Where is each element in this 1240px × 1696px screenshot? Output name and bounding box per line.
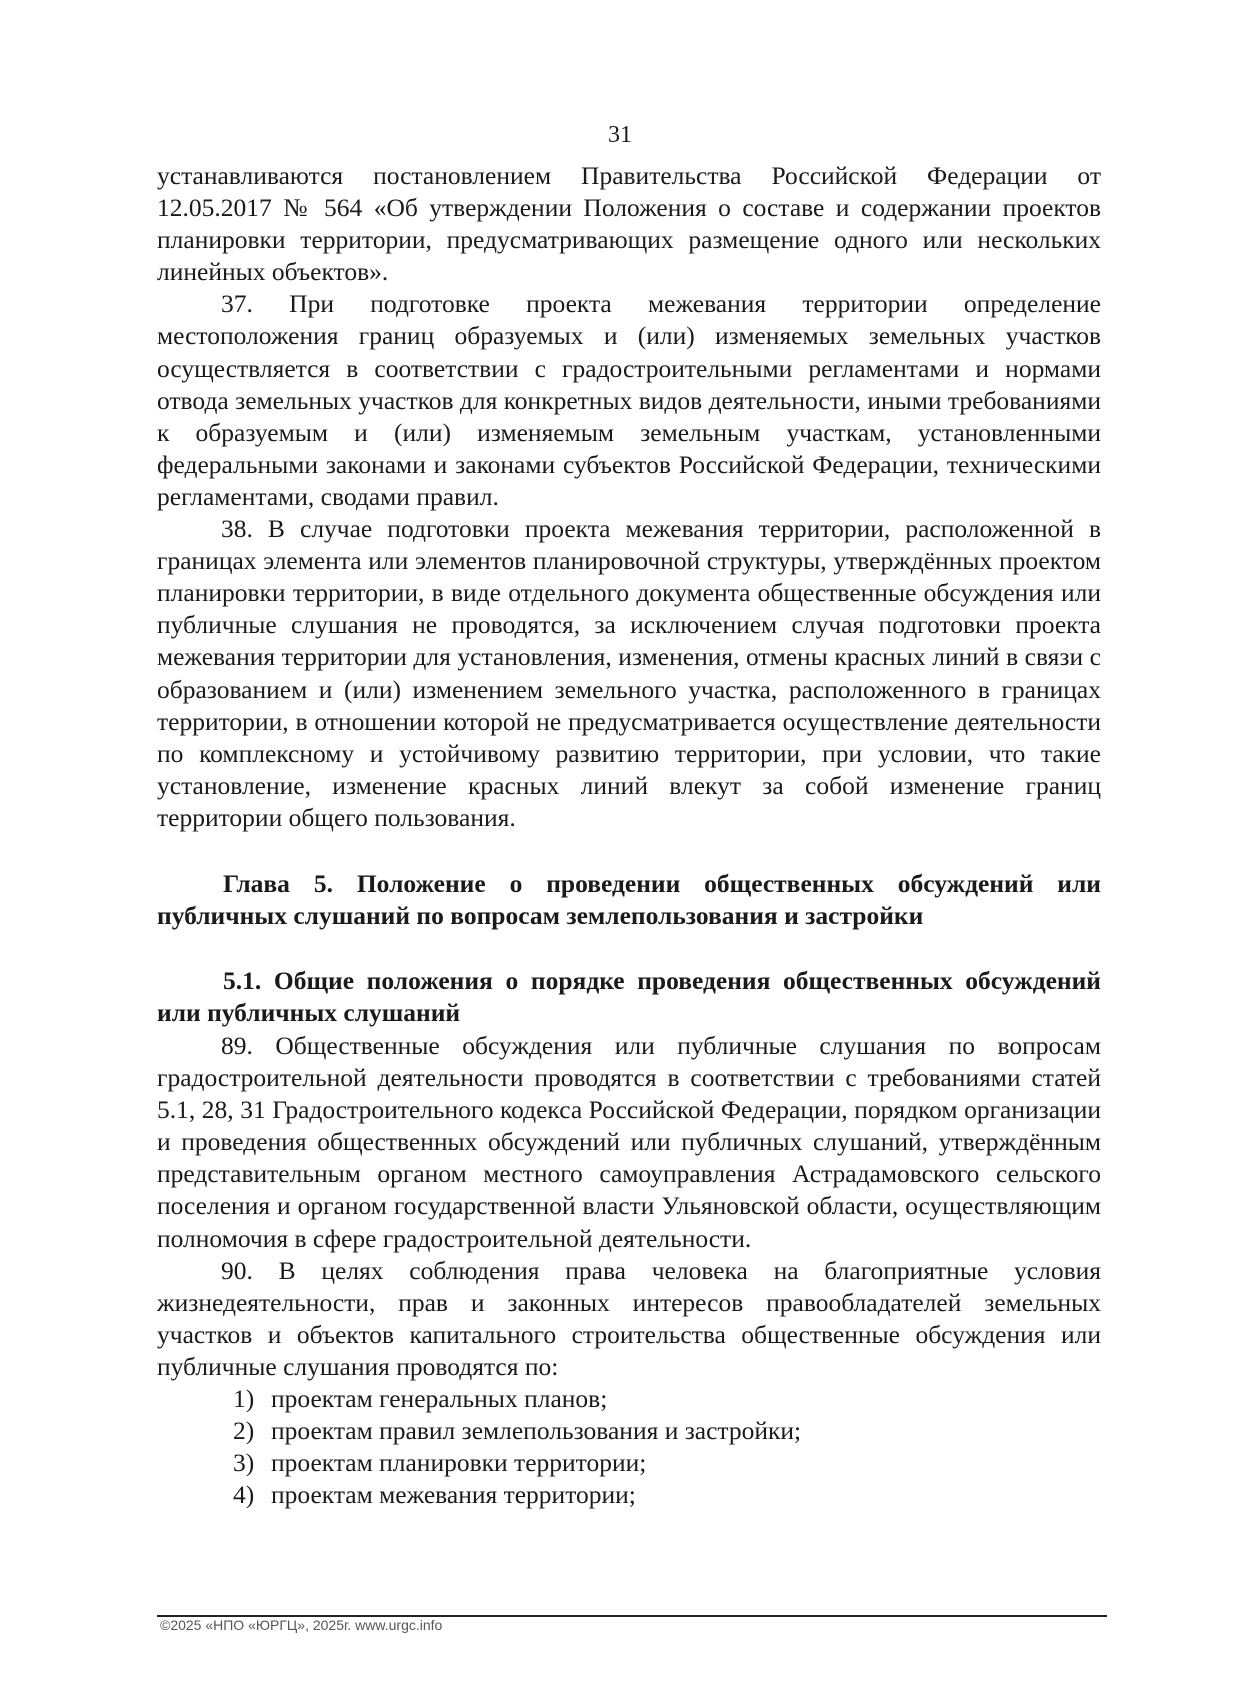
hearing-subjects-list: [157, 1383, 1101, 1511]
list-item-number: 1): [233, 1384, 255, 1413]
list-item-text: проектам генеральных планов;: [271, 1384, 608, 1413]
list-item-text: проектам планировки территории;: [271, 1448, 647, 1478]
list-item: [157, 1415, 1101, 1447]
list-item-number: 2): [233, 1416, 255, 1446]
paragraph-90: 90. В целях соблюдения права человека на благоприятные условия жизнедеятельности, прав и законных интересов правообладателей земельных участков и объектов капитального строительства общественные обсуждения или публичные слушания проводятся по:: [157, 1255, 1101, 1381]
list-item: [157, 1447, 1101, 1479]
list-item-number: 3): [233, 1448, 255, 1478]
footer-text: ©2025 «НПО «ЮРГЦ», 2025г. www.urgc.info: [160, 1617, 443, 1633]
paragraph-38: 38. В случае подготовки проекта межевания территории, расположенной в границах элемента или элементов планировочной структуры, утверждённых проектом планировки территории, в виде отдельного документа общественные обсуждения или публичные слушания не проводятся, за исключением случая подготовки проекта межевания территории для установления, изменения, отмены красных линий в связи с образованием и (или) изменением земельного участка, расположенного в границах территории, в отношении которой не предусматривается осуществление деятельности по комплексному и устойчивому развитию территории, при условии, что такие установление, изменение красных линий влекут за собой изменение границ территории общего пользования.: [157, 514, 1101, 832]
paragraph-89: 89. Общественные обсуждения или публичные слушания по вопросам градостроительной деятельности проводятся в соответствии с требованиями статей 5.1, 28, 31 Градостроительного кодекса Российской Федерации, порядком организации и проведения общественных обсуждений или публичных слушаний, утверждённым представительным органом местного самоуправления Астрадамовского сельского поселения и органом государственной власти Ульяновской области, осуществляющим полномочия в сфере градостроительной деятельности.: [157, 1030, 1101, 1253]
chapter-title: Глава 5. Положение о проведении общественных обсуждений или публичных слушаний по вопросам землепользования и застройки: [157, 868, 1101, 931]
page-number: 31: [608, 122, 632, 148]
paragraph-continuation: устанавливаются постановлением Правительства Российской Федерации от 12.05.2017 № 564 «Об утверждении Положения о составе и содержании проектов планировки территории, предусматривающих размещение одного или нескольких линейных объектов».: [157, 161, 1101, 287]
section-title: 5.1. Общие положения о порядке проведения общественных обсуждений или публичных слушаний: [157, 965, 1101, 1028]
list-item-text: проектам правил землепользования и застройки;: [271, 1416, 802, 1446]
list-item-text: проектам межевания территории;: [271, 1480, 636, 1510]
list-item: [157, 1479, 1101, 1511]
list-item: [157, 1383, 1101, 1415]
document-body: [157, 160, 1101, 1511]
list-item-number: 4): [233, 1480, 255, 1510]
paragraph-37: 37. При подготовке проекта межевания территории определение местоположения границ образуемых и (или) изменяемых земельных участков осуществляется в соответствии с градостроительными регламентами и нормами отвода земельных участков для конкретных видов деятельности, иными требованиями к образуемым и (или) изменяемым земельным участкам, установленными федеральными законами и законами субъектов Российской Федерации, техническими регламентами, сводами правил.: [157, 289, 1101, 511]
